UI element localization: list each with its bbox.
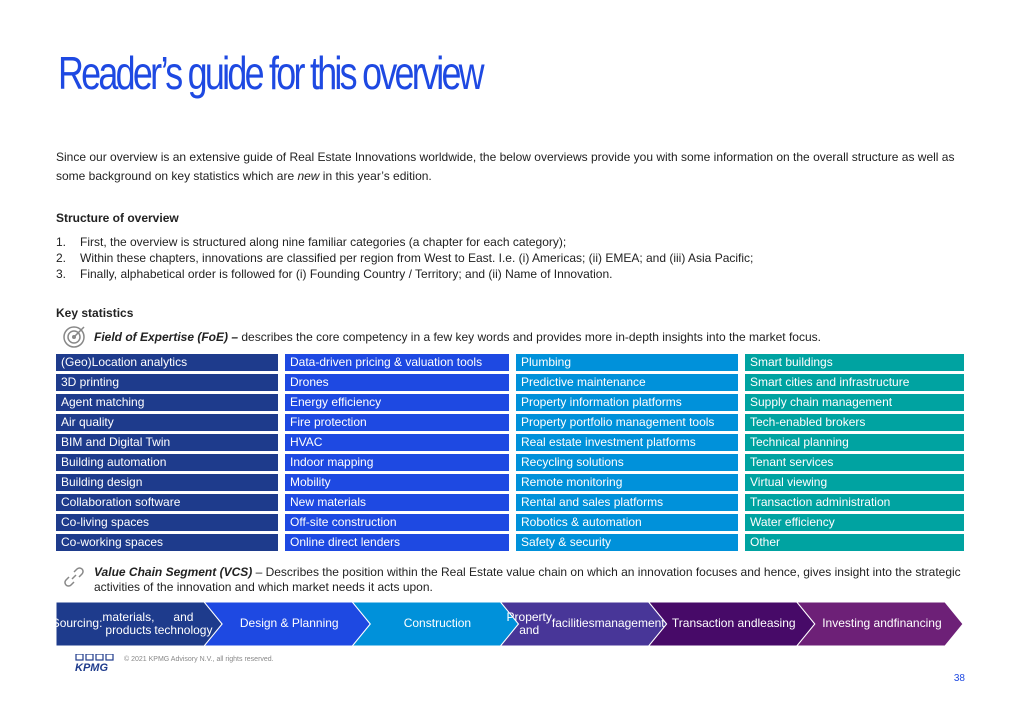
foe-tag: New materials — [285, 494, 509, 511]
foe-tag: Fire protection — [285, 414, 509, 431]
target-icon — [62, 325, 86, 349]
foe-grid — [56, 354, 963, 551]
value-chain-step-label: Design & Planning — [239, 616, 339, 631]
foe-tag: Smart cities and infrastructure — [745, 374, 964, 391]
foe-tag: Plumbing — [516, 354, 738, 371]
foe-tag: Data-driven pricing & valuation tools — [285, 354, 509, 371]
foe-tag: Online direct lenders — [285, 534, 509, 551]
list-item: 1. First, the overview is structured along nine familiar categories (a chapter for each category); — [56, 235, 567, 249]
key-statistics-heading: Key statistics — [56, 306, 134, 320]
vcs-description: Value Chain Segment (VCS) – Describes the position within the Real Estate value chain on which an innovation focuses and hence, gives insight into the strategic activities of the innovation and which market needs it acts upon. — [62, 565, 962, 595]
kpmg-logo — [75, 654, 115, 672]
foe-tag: Agent matching — [56, 394, 278, 411]
foe-tag: Mobility — [285, 474, 509, 491]
foe-label: Field of Expertise (FoE) – — [94, 330, 239, 344]
page-number: 38 — [953, 673, 965, 684]
foe-tag: Building design — [56, 474, 278, 491]
value-chain — [51, 602, 963, 646]
value-chain-step-label: Construction — [403, 616, 472, 631]
list-item: 2. Within these chapters, innovations are classified per region from West to East. I.e. (i) Americas; (ii) EMEA; and (iii) Asia Pacific; — [56, 251, 754, 265]
foe-tag: Energy efficiency — [285, 394, 509, 411]
foe-tag: Collaboration software — [56, 494, 278, 511]
foe-description: Field of Expertise (FoE) – describes the core competency in a few key words and provides more in-depth insights into the market focus. — [62, 325, 821, 349]
foe-tag: Property information platforms — [516, 394, 738, 411]
foe-tag: Real estate investment platforms — [516, 434, 738, 451]
value-chain-step-label: Sourcing: materials, products and technology — [51, 609, 213, 637]
foe-tag: Off-site construction — [285, 514, 509, 531]
foe-tag: Water efficiency — [745, 514, 964, 531]
foe-tag: Robotics & automation — [516, 514, 738, 531]
foe-tag: Transaction administration — [745, 494, 964, 511]
foe-tag: Air quality — [56, 414, 278, 431]
foe-tag: Co-living spaces — [56, 514, 278, 531]
foe-tag: BIM and Digital Twin — [56, 434, 278, 451]
foe-tag: Co-working spaces — [56, 534, 278, 551]
foe-tag: (Geo)Location analytics — [56, 354, 278, 371]
foe-tag: Tech-enabled brokers — [745, 414, 964, 431]
foe-tag: Indoor mapping — [285, 454, 509, 471]
svg-text:KPMG: KPMG — [75, 662, 108, 672]
foe-tag: 3D printing — [56, 374, 278, 391]
vcs-label: Value Chain Segment (VCS) — [94, 565, 253, 579]
intro-paragraph: Since our overview is an extensive guide of Real Estate Innovations worldwide, the below overviews provide you with some information on the overall structure as well as some background on key statistics which are new in this year’s edition. — [56, 150, 955, 183]
foe-tag: Technical planning — [745, 434, 964, 451]
foe-tag: Smart buildings — [745, 354, 964, 371]
foe-tag: Supply chain management — [745, 394, 964, 411]
value-chain-step-label: Property and facilities management — [506, 609, 665, 637]
list-item: 3. Finally, alphabetical order is followed for (i) Founding Country / Territory; and (ii) Name of Innovation. — [56, 267, 613, 281]
foe-tag: Drones — [285, 374, 509, 391]
page-title: Reader’s guide for this overview — [58, 47, 482, 99]
structure-heading: Structure of overview — [56, 211, 179, 225]
value-chain-step-label: Investing and financing — [822, 616, 942, 631]
foe-tag: Virtual viewing — [745, 474, 964, 491]
structure-list — [56, 234, 753, 282]
copyright: © 2021 KPMG Advisory N.V., all rights reserved. — [124, 656, 274, 663]
foe-tag: HVAC — [285, 434, 509, 451]
value-chain-step-label: Transaction and leasing — [671, 616, 796, 631]
foe-tag: Tenant services — [745, 454, 964, 471]
intro-emphasis: new — [297, 169, 320, 183]
foe-tag: Predictive maintenance — [516, 374, 738, 391]
foe-tag: Other — [745, 534, 964, 551]
foe-tag: Building automation — [56, 454, 278, 471]
foe-tag: Property portfolio management tools — [516, 414, 738, 431]
foe-tag: Safety & security — [516, 534, 738, 551]
link-icon — [62, 565, 86, 589]
foe-tag: Recycling solutions — [516, 454, 738, 471]
foe-tag: Remote monitoring — [516, 474, 738, 491]
foe-tag: Rental and sales platforms — [516, 494, 738, 511]
